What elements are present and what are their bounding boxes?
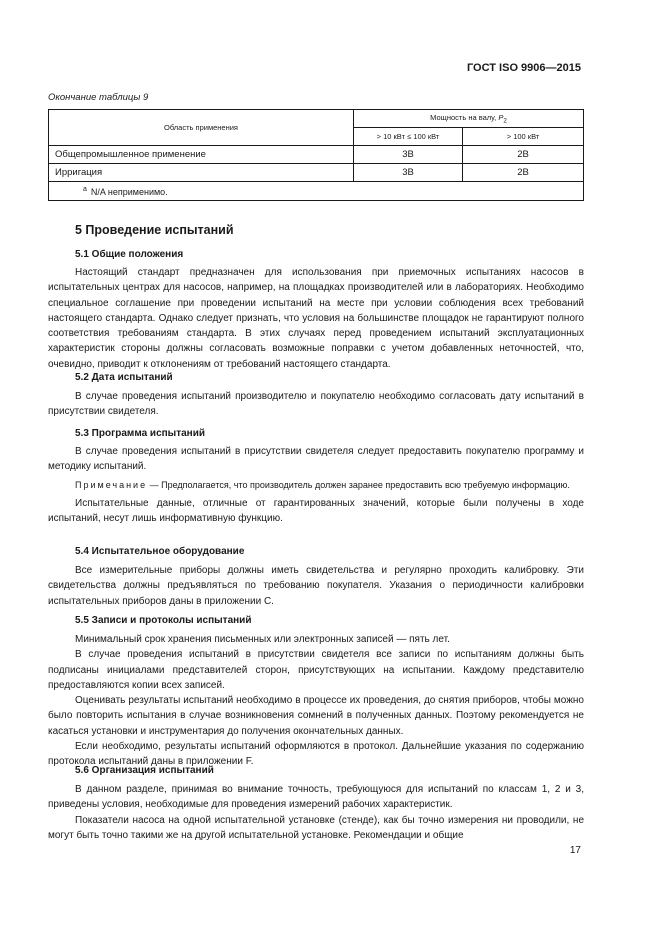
- subsection-body-5-4: [48, 563, 584, 609]
- header-power-cell: Мощность на валу, $P_2$: [354, 110, 584, 128]
- header-subcol-2: > 100 кВт: [463, 128, 584, 146]
- subsection-body-5-3: [48, 444, 584, 527]
- subsection-title-5-2: 5.2 Дата испытаний: [75, 372, 173, 383]
- table-footnote-row: [49, 182, 584, 201]
- paragraph: В случае проведения испытаний в присутствии свидетеля все записи по испытаниям должны быть подписаны инициалами представителей сторон, присутствующих на испытании. Каждому представителю предоставляются копии всех записей.: [48, 649, 584, 691]
- section-title: 5 Проведение испытаний: [75, 223, 234, 237]
- table-row: [49, 146, 584, 164]
- subsection-body-5-1: [48, 265, 584, 372]
- footnote-mark: a: [83, 185, 87, 193]
- subsection-body-5-6: [48, 782, 584, 843]
- subsection-title-5-4: 5.4 Испытательное оборудование: [75, 546, 245, 557]
- paragraph: Минимальный срок хранения письменных или электронных записей — пять лет.: [75, 634, 450, 645]
- subsection-title-5-5: 5.5 Записи и протоколы испытаний: [75, 615, 252, 626]
- row-value-cell: 2B: [463, 164, 584, 182]
- paragraph: В данном разделе, принимая во внимание точность, требующуюся для испытаний по классам 1, 2 и 3, приведены условия, необходимые для проведения измерений рабочих характеристик.: [48, 784, 584, 811]
- table-row: [49, 164, 584, 182]
- row-area-cell: Ирригация: [49, 164, 354, 182]
- row-value-cell: 2B: [463, 146, 584, 164]
- page-number: 17: [569, 845, 581, 856]
- subsection-body-5-2: [48, 389, 584, 420]
- paragraph: В случае проведения испытаний производителю и покупателю необходимо согласовать дату испытаний в присутствии свидетеля.: [48, 391, 584, 418]
- subsection-title-5-3: 5.3 Программа испытаний: [75, 428, 206, 439]
- paragraph: Если необходимо, результаты испытаний оформляются в протокол. Дальнейшие указания по содержанию протокола испытаний даны в приложении F.: [48, 741, 584, 768]
- paragraph: Настоящий стандарт предназначен для использования при приемочных испытаниях насосов в испытательных центрах для насосов, например, на площадках производителей или в лабораториях. Необходимо специальное соглашение при проведении испытаний на месте при условии соблюдения всех требований настоящего стандарта. Однако следует признать, что условия на большинстве площадок не гарантируют полного соответствия требованиям стандарта. В этих случаях перед проведением испытаний эксплуатационных характеристик стороны должны согласовать возможные поправки с учетом добавленных неточностей, что, очевидно, приводит к отклонениям от требований настоящего стандарта.: [48, 267, 584, 370]
- subsection-body-5-5: [48, 632, 584, 770]
- row-value-cell: 3B: [354, 164, 463, 182]
- table-caption: Окончание таблицы 9: [48, 92, 149, 103]
- paragraph: Оценивать результаты испытаний необходимо в процессе их проведения, до снятия приборов, чтобы можно было повторить испытания в случае возникновения сомнений в полученных данных. Поэтому рекомендуется не касаться установки и инструментария до получения окончательных данных.: [48, 695, 584, 737]
- note-label: Примечание: [75, 479, 148, 490]
- paragraph: Показатели насоса на одной испытательной установке (стенде), как бы точно измерения ни проводили, не могут быть точно такими же на другой испытательной установке. Рекомендации и общие: [48, 814, 584, 841]
- table-header-row: [49, 110, 584, 128]
- row-value-cell: 3B: [354, 146, 463, 164]
- row-area-cell: Общепромышленное применение: [49, 146, 354, 164]
- header-subcol-1: > 10 кВт ≤ 100 кВт: [354, 128, 463, 146]
- subsection-title-5-6: 5.6 Организация испытаний: [75, 765, 214, 776]
- subsection-title-5-1: 5.1 Общие положения: [75, 249, 184, 260]
- header-area-cell: Область применения: [49, 110, 354, 146]
- paragraph: В случае проведения испытаний в присутствии свидетеля следует предоставить покупателю программу и методику испытаний.: [48, 446, 584, 473]
- note: Примечание — Предполагается, что производитель должен заранее предоставить всю требуемую информацию.: [75, 479, 570, 490]
- table-footnote: $^a$ N/A неприменимо.: [49, 182, 584, 201]
- document-id-header: ГОСТ ISO 9906—2015: [466, 62, 581, 74]
- table-9: [48, 109, 584, 201]
- paragraph: Все измерительные приборы должны иметь свидетельства и регулярно проходить калибровку. Эти свидетельства должны предъявляться по требованию покупателя. Указания о периодичности калибровки испытательных приборов даны в приложении С.: [48, 565, 584, 607]
- paragraph: Испытательные данные, отличные от гарантированных значений, которые были получены в ходе испытаний, несут лишь информативную функцию.: [48, 498, 584, 525]
